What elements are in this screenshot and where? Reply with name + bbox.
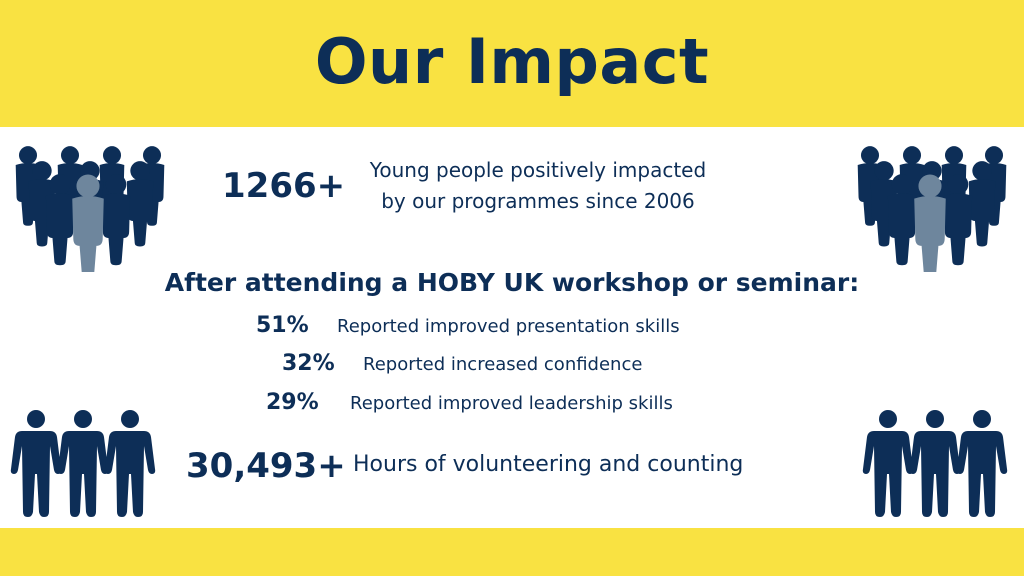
volunteering-hours-label: Hours of volunteering and counting	[353, 452, 744, 477]
volunteering-hours-count: 30,493+	[186, 446, 346, 486]
three-people-icon	[10, 408, 156, 520]
stat-percent: 32%	[282, 351, 335, 376]
young-people-count: 1266+	[222, 166, 346, 206]
young-people-desc-line2: by our programmes since 2006	[381, 189, 695, 213]
stat-percent: 29%	[266, 390, 319, 415]
stat-label: Reported improved presentation skills	[337, 316, 680, 337]
footer-band	[0, 528, 1024, 576]
young-people-desc-line1: Young people positively impacted	[369, 158, 707, 182]
stat-label: Reported increased confidence	[363, 354, 643, 375]
survey-heading: After attending a HOBY UK workshop or seminar:	[164, 268, 860, 297]
crowd-icon	[6, 136, 168, 272]
page-title: Our Impact	[314, 25, 710, 98]
three-people-icon	[862, 408, 1008, 520]
crowd-icon	[848, 136, 1010, 272]
stat-label: Reported improved leadership skills	[350, 393, 673, 414]
stat-percent: 51%	[256, 313, 309, 338]
